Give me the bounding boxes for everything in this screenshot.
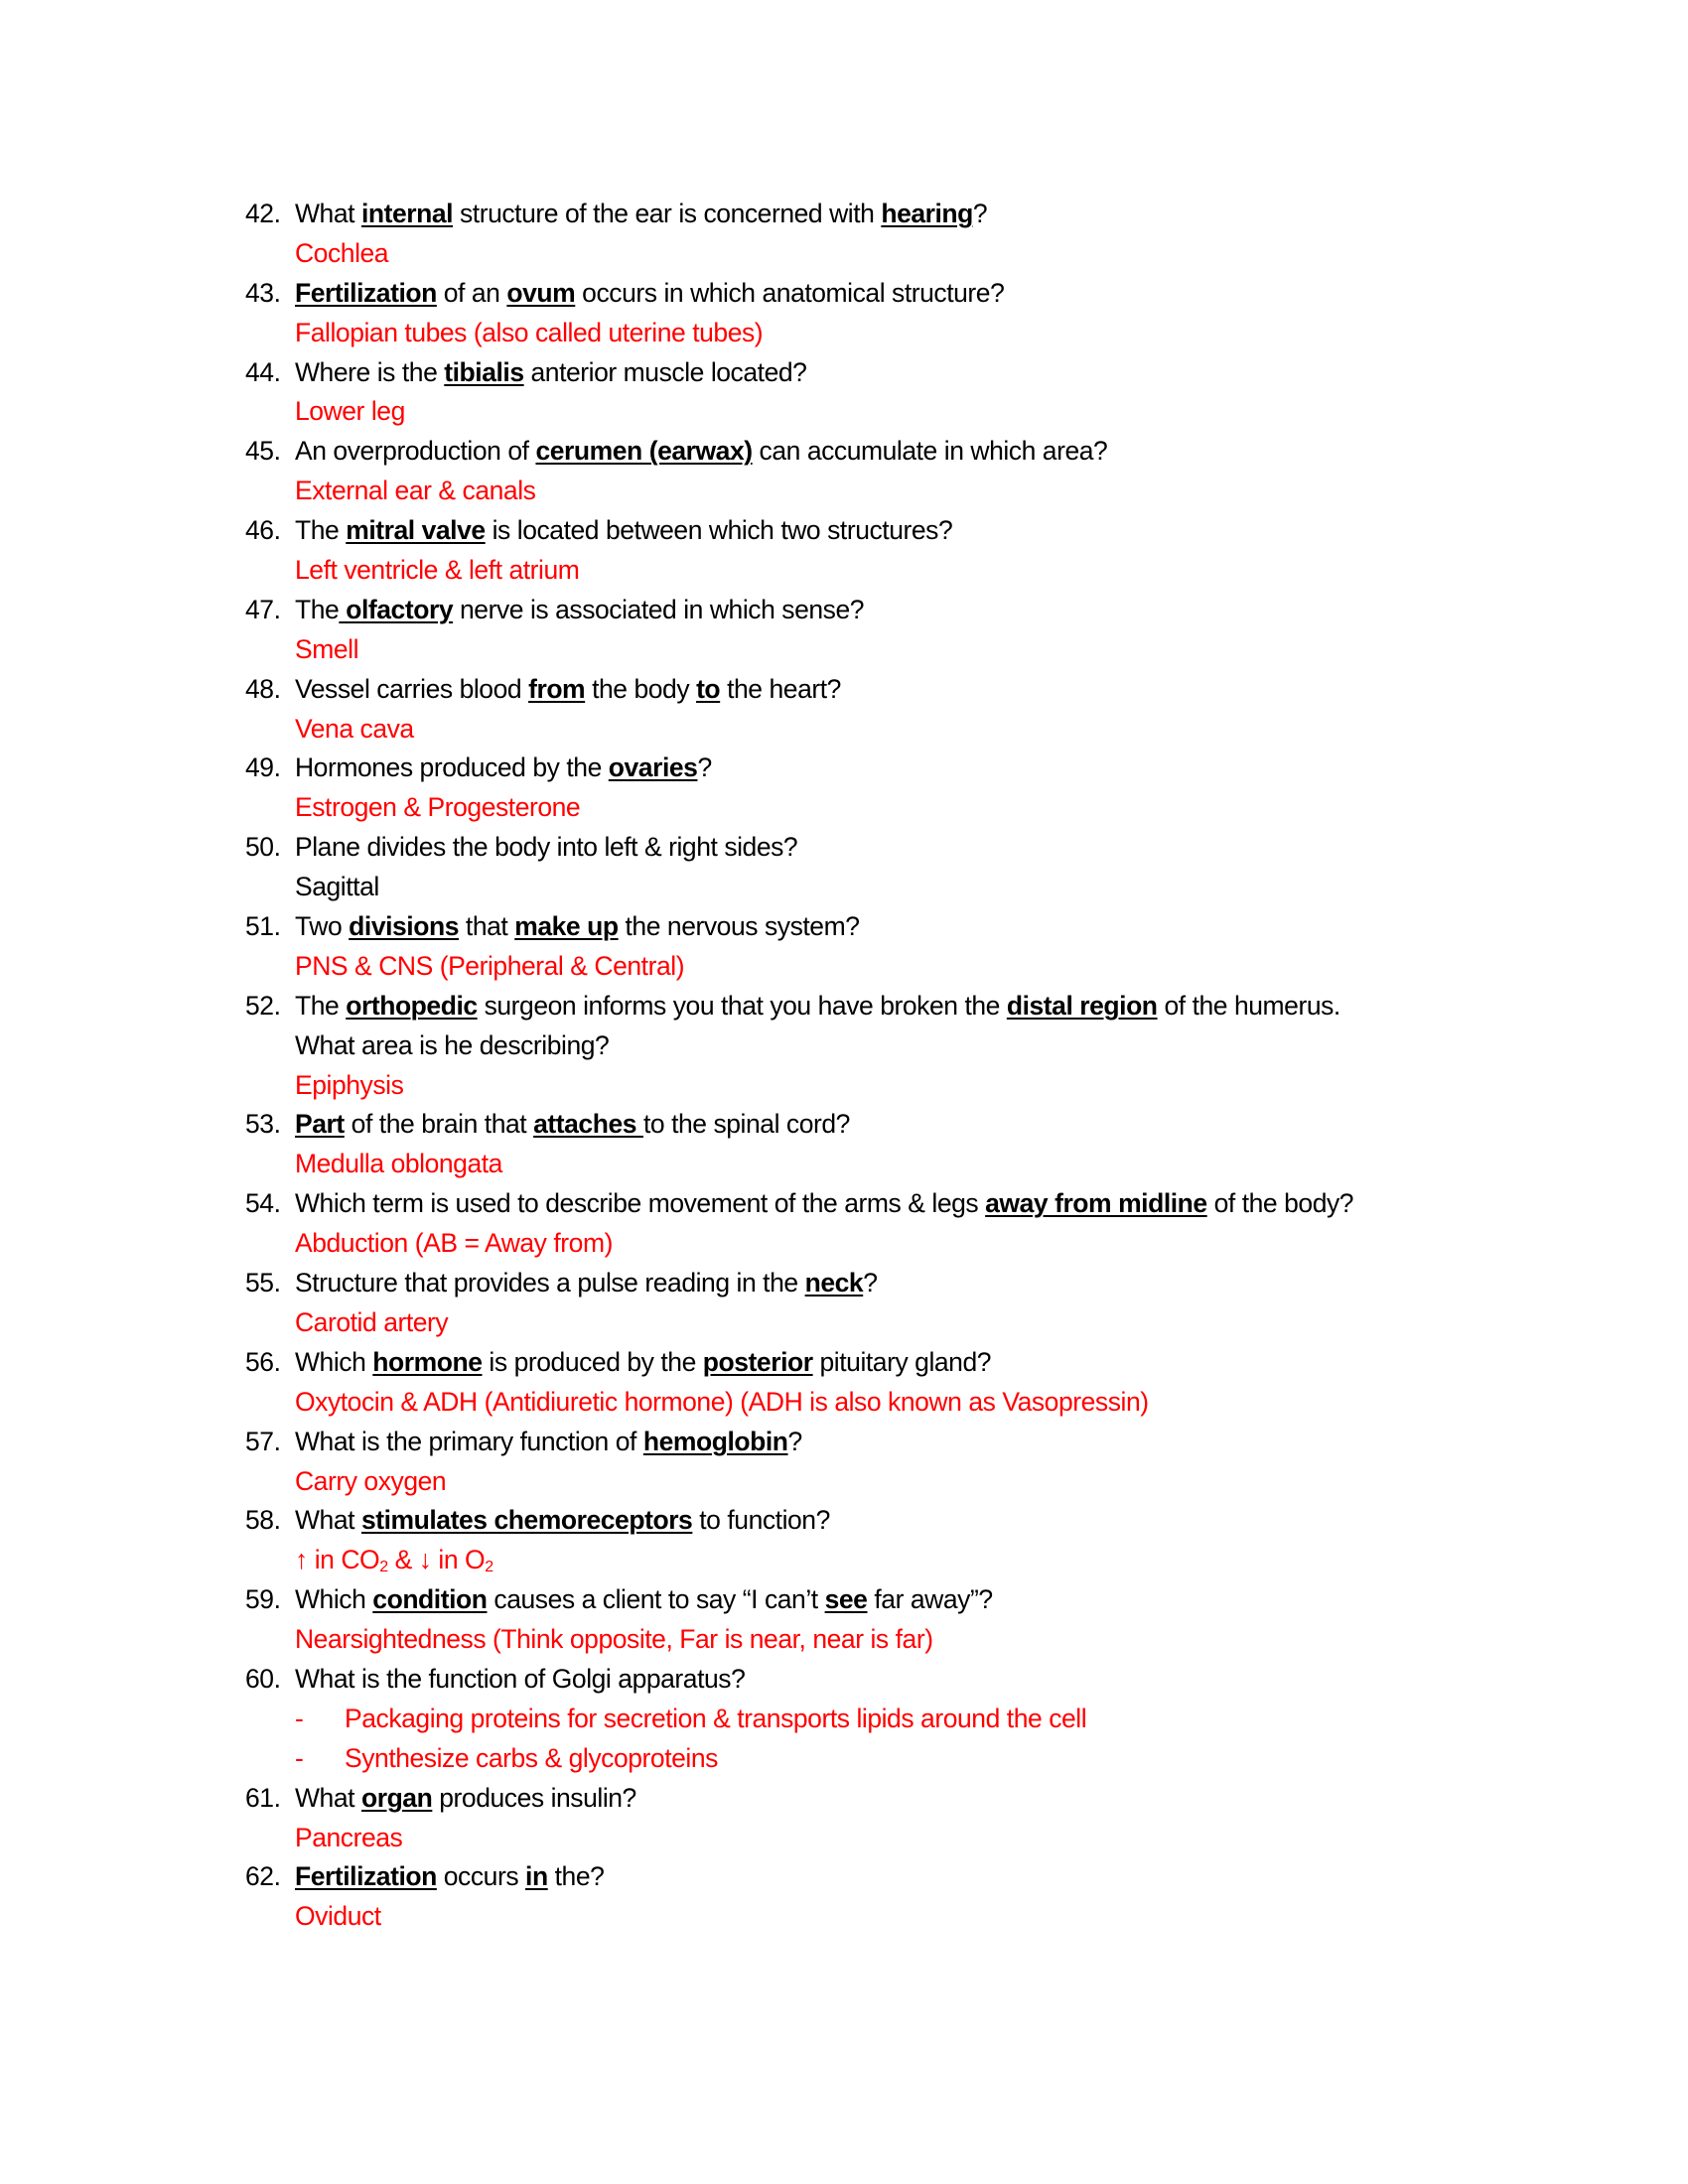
question-line: [0, 1580, 1688, 1620]
answer-text: [295, 1383, 1149, 1423]
emphasized-term: neck: [804, 1268, 864, 1298]
emphasized-term: condition: [372, 1584, 488, 1615]
text-run: ?: [972, 199, 988, 228]
question-number: 48.: [245, 673, 281, 704]
text-run: anterior muscle located?: [523, 356, 807, 387]
question-text: [295, 274, 1004, 314]
text-run: PNS & CNS (Peripheral & Central): [295, 950, 685, 981]
question-number: 43.: [245, 277, 281, 308]
emphasized-term: to: [696, 673, 721, 704]
emphasized-term: divisions: [349, 911, 459, 942]
text-run: Vena cava: [295, 713, 414, 744]
subscript: 2: [379, 1559, 388, 1576]
question-number: 47.: [245, 594, 281, 624]
text-run: is produced by the: [482, 1346, 703, 1377]
text-run: Which: [295, 1584, 373, 1615]
emphasized-term: see: [824, 1584, 868, 1615]
text-run: The: [295, 515, 347, 546]
emphasized-term: cerumen (earwax): [535, 436, 753, 467]
question-number: 49.: [245, 752, 281, 783]
answer-text: [295, 868, 379, 907]
question-text: [295, 1105, 850, 1145]
question-text: [295, 749, 712, 788]
text-run: structure of the ear is concerned with: [453, 199, 882, 228]
question-text: [295, 353, 806, 393]
bullet-dash: -: [295, 1703, 304, 1733]
question-line: [0, 907, 1688, 947]
bullet-text: Synthesize carbs & glycoproteins: [345, 1742, 718, 1773]
question-number: 50.: [245, 832, 281, 863]
question-number: 45.: [245, 436, 281, 467]
question-text: [295, 1857, 604, 1897]
emphasized-term: in: [525, 1861, 548, 1892]
question-text: [295, 670, 841, 710]
emphasized-term: attaches: [533, 1109, 643, 1140]
question-text: [295, 987, 1340, 1026]
text-run: Oxytocin & ADH (Antidiuretic hormone) (ADH is also known as Vasopressin): [295, 1386, 1149, 1417]
text-run: Sagittal: [295, 872, 379, 902]
question-number: 60.: [245, 1663, 281, 1694]
question-text: [295, 1580, 993, 1620]
question-text: [295, 1184, 1353, 1224]
question-text: [295, 195, 987, 234]
answer-line: [0, 1383, 1688, 1423]
question-text: [295, 1264, 878, 1303]
answer-text: [295, 1224, 613, 1264]
answer-line: [0, 1620, 1688, 1660]
text-run: Two: [295, 911, 350, 942]
text-run: the?: [547, 1861, 605, 1892]
answer-text: [295, 551, 579, 591]
question-text: [295, 1660, 745, 1700]
text-run: produces insulin?: [432, 1782, 636, 1813]
answer-text: [295, 710, 414, 750]
text-run: ↑ in CO: [295, 1545, 380, 1575]
text-run: External ear & canals: [295, 476, 536, 506]
emphasized-term: make up: [514, 911, 619, 942]
question-line: [0, 432, 1688, 472]
text-run: Cochlea: [295, 237, 389, 268]
emphasized-term: Fertilization: [295, 1861, 437, 1892]
emphasized-term: hormone: [372, 1346, 483, 1377]
text-run: Carry oxygen: [295, 1465, 447, 1496]
answer-line: [0, 947, 1688, 987]
answer-bullet: [0, 1700, 1688, 1739]
text-run: What: [295, 1782, 361, 1813]
answer-text: [295, 1819, 402, 1858]
question-line: [0, 511, 1688, 551]
question-line: [0, 1105, 1688, 1145]
answer-line: [0, 1224, 1688, 1264]
question-text: [295, 432, 1107, 472]
question-line: [0, 1857, 1688, 1897]
text-run: Where is the: [295, 356, 445, 387]
emphasized-term: hemoglobin: [642, 1426, 788, 1456]
answer-text: [295, 630, 358, 670]
answer-text: [295, 788, 580, 828]
answer-line: [0, 788, 1688, 828]
text-run: of an: [436, 277, 507, 308]
answer-line: [0, 710, 1688, 750]
document-page: [0, 195, 1688, 1937]
text-run: The: [295, 990, 347, 1021]
answer-line: [0, 1145, 1688, 1184]
question-line: [0, 195, 1688, 234]
emphasized-term: distal region: [1006, 990, 1158, 1021]
answer-text: [295, 472, 535, 511]
text-run: nerve is associated in which sense?: [453, 594, 865, 624]
question-line: [0, 353, 1688, 393]
text-run: of the humerus.: [1157, 990, 1340, 1021]
emphasized-term: posterior: [702, 1346, 813, 1377]
answer-text: [295, 1145, 502, 1184]
question-number: 53.: [245, 1109, 281, 1140]
question-line: [0, 670, 1688, 710]
question-line: [0, 1343, 1688, 1383]
text-run: Hormones produced by the: [295, 752, 609, 783]
text-run: Lower leg: [295, 396, 405, 427]
text-run: the body: [585, 673, 697, 704]
text-run: & ↓ in O: [387, 1545, 486, 1575]
answer-line: [0, 472, 1688, 511]
emphasized-term: organ: [360, 1782, 433, 1813]
emphasized-term: away from midline: [985, 1188, 1207, 1219]
question-line: [0, 1501, 1688, 1541]
question-number: 61.: [245, 1782, 281, 1813]
answer-text: [295, 234, 388, 274]
text-run: Epiphysis: [295, 1069, 404, 1100]
question-line: [0, 749, 1688, 788]
text-run: surgeon informs you that you have broken the: [477, 990, 1007, 1021]
emphasized-term: olfactory: [339, 594, 454, 624]
bullet-dash: -: [295, 1742, 304, 1773]
answer-line: [0, 1541, 1688, 1580]
text-run: to function?: [692, 1505, 830, 1536]
question-text: [295, 1779, 636, 1819]
text-run: Nearsightedness (Think opposite, Far is near, near is far): [295, 1624, 933, 1655]
text-run: that: [459, 911, 515, 942]
answer-text: [295, 1620, 933, 1660]
text-run: the heart?: [720, 673, 841, 704]
text-run: What: [295, 199, 361, 228]
question-number: 59.: [245, 1584, 281, 1615]
question-number: 44.: [245, 356, 281, 387]
emphasized-term: mitral valve: [346, 515, 486, 546]
question-text: [295, 828, 797, 868]
question-number: 52.: [245, 990, 281, 1021]
text-run: to the spinal cord?: [642, 1109, 850, 1140]
question-line: [0, 1184, 1688, 1224]
question-number: 42.: [245, 199, 281, 228]
answer-line: [0, 1066, 1688, 1106]
answer-line: [0, 868, 1688, 907]
text-run: Abduction (AB = Away from): [295, 1228, 613, 1259]
question-number: 55.: [245, 1268, 281, 1298]
question-text: [295, 1501, 830, 1541]
emphasized-term: from: [528, 673, 586, 704]
text-run: What: [295, 1505, 361, 1536]
text-run: The: [295, 594, 340, 624]
answer-text: [295, 1541, 493, 1580]
emphasized-term: internal: [360, 199, 454, 228]
text-run: What is the primary function of: [295, 1426, 643, 1456]
question-text: [295, 1343, 991, 1383]
answer-text: [295, 947, 684, 987]
answer-line: [0, 1462, 1688, 1502]
text-run: occurs: [436, 1861, 526, 1892]
answer-bullet: [0, 1739, 1688, 1779]
text-run: of the brain that: [344, 1109, 534, 1140]
text-run: Estrogen & Progesterone: [295, 792, 581, 823]
question-number: 46.: [245, 515, 281, 546]
emphasized-term: ovaries: [608, 752, 698, 783]
text-run: is located between which two structures?: [485, 515, 953, 546]
text-run: pituitary gland?: [812, 1346, 992, 1377]
answer-line: [0, 1897, 1688, 1937]
text-run: Carotid artery: [295, 1306, 449, 1337]
text-run: Plane divides the body into left & right sides?: [295, 832, 798, 863]
answer-line: [0, 1303, 1688, 1343]
text-run: ?: [863, 1268, 878, 1298]
question-text: [295, 907, 859, 947]
text-run: An overproduction of: [295, 436, 536, 467]
text-run: far away”?: [867, 1584, 993, 1615]
question-line: [0, 1779, 1688, 1819]
question-number: 54.: [245, 1188, 281, 1219]
text-run: Fallopian tubes (also called uterine tubes): [295, 317, 764, 347]
text-run: What area is he describing?: [295, 1029, 610, 1060]
answer-line: [0, 1819, 1688, 1858]
answer-text: [295, 1303, 448, 1343]
question-number: 57.: [245, 1426, 281, 1456]
text-run: ?: [697, 752, 712, 783]
text-run: Smell: [295, 633, 359, 664]
question-line: [0, 1026, 1688, 1066]
answer-line: [0, 234, 1688, 274]
question-line: [0, 987, 1688, 1026]
emphasized-term: ovum: [506, 277, 576, 308]
text-run: What is the function of Golgi apparatus?: [295, 1663, 746, 1694]
text-run: can accumulate in which area?: [752, 436, 1108, 467]
text-run: the nervous system?: [618, 911, 860, 942]
text-run: occurs in which anatomical structure?: [575, 277, 1005, 308]
question-number: 51.: [245, 911, 281, 942]
question-number: 62.: [245, 1861, 281, 1892]
question-number: 58.: [245, 1505, 281, 1536]
text-run: Medulla oblongata: [295, 1149, 502, 1179]
answer-text: [295, 314, 763, 353]
answer-line: [0, 551, 1688, 591]
question-text: [295, 1423, 802, 1462]
answer-line: [0, 314, 1688, 353]
emphasized-term: hearing: [881, 199, 973, 228]
text-run: ?: [787, 1426, 802, 1456]
emphasized-term: orthopedic: [346, 990, 478, 1021]
text-run: Oviduct: [295, 1901, 381, 1932]
emphasized-term: stimulates chemoreceptors: [360, 1505, 693, 1536]
answer-text: [295, 1066, 403, 1106]
text-run: Structure that provides a pulse reading in the: [295, 1268, 805, 1298]
emphasized-term: Fertilization: [295, 277, 437, 308]
text-run: of the body?: [1206, 1188, 1354, 1219]
text-run: Pancreas: [295, 1822, 403, 1852]
answer-line: [0, 630, 1688, 670]
question-text: [295, 1026, 609, 1066]
question-line: [0, 1264, 1688, 1303]
bullet-text: Packaging proteins for secretion & transports lipids around the cell: [345, 1703, 1087, 1733]
question-number: 56.: [245, 1346, 281, 1377]
question-line: [0, 828, 1688, 868]
question-line: [0, 274, 1688, 314]
emphasized-term: tibialis: [444, 356, 524, 387]
text-run: causes a client to say “I can’t: [487, 1584, 825, 1615]
subscript: 2: [485, 1559, 493, 1576]
answer-line: [0, 392, 1688, 432]
question-line: [0, 591, 1688, 630]
answer-text: [295, 1897, 381, 1937]
answer-text: [295, 1462, 446, 1502]
question-text: [295, 591, 864, 630]
emphasized-term: Part: [295, 1109, 345, 1140]
text-run: Vessel carries blood: [295, 673, 529, 704]
question-line: [0, 1423, 1688, 1462]
answer-text: [295, 392, 405, 432]
question-text: [295, 511, 952, 551]
text-run: Which: [295, 1346, 373, 1377]
text-run: Which term is used to describe movement of the arms & legs: [295, 1188, 986, 1219]
text-run: Left ventricle & left atrium: [295, 555, 580, 586]
question-line: [0, 1660, 1688, 1700]
